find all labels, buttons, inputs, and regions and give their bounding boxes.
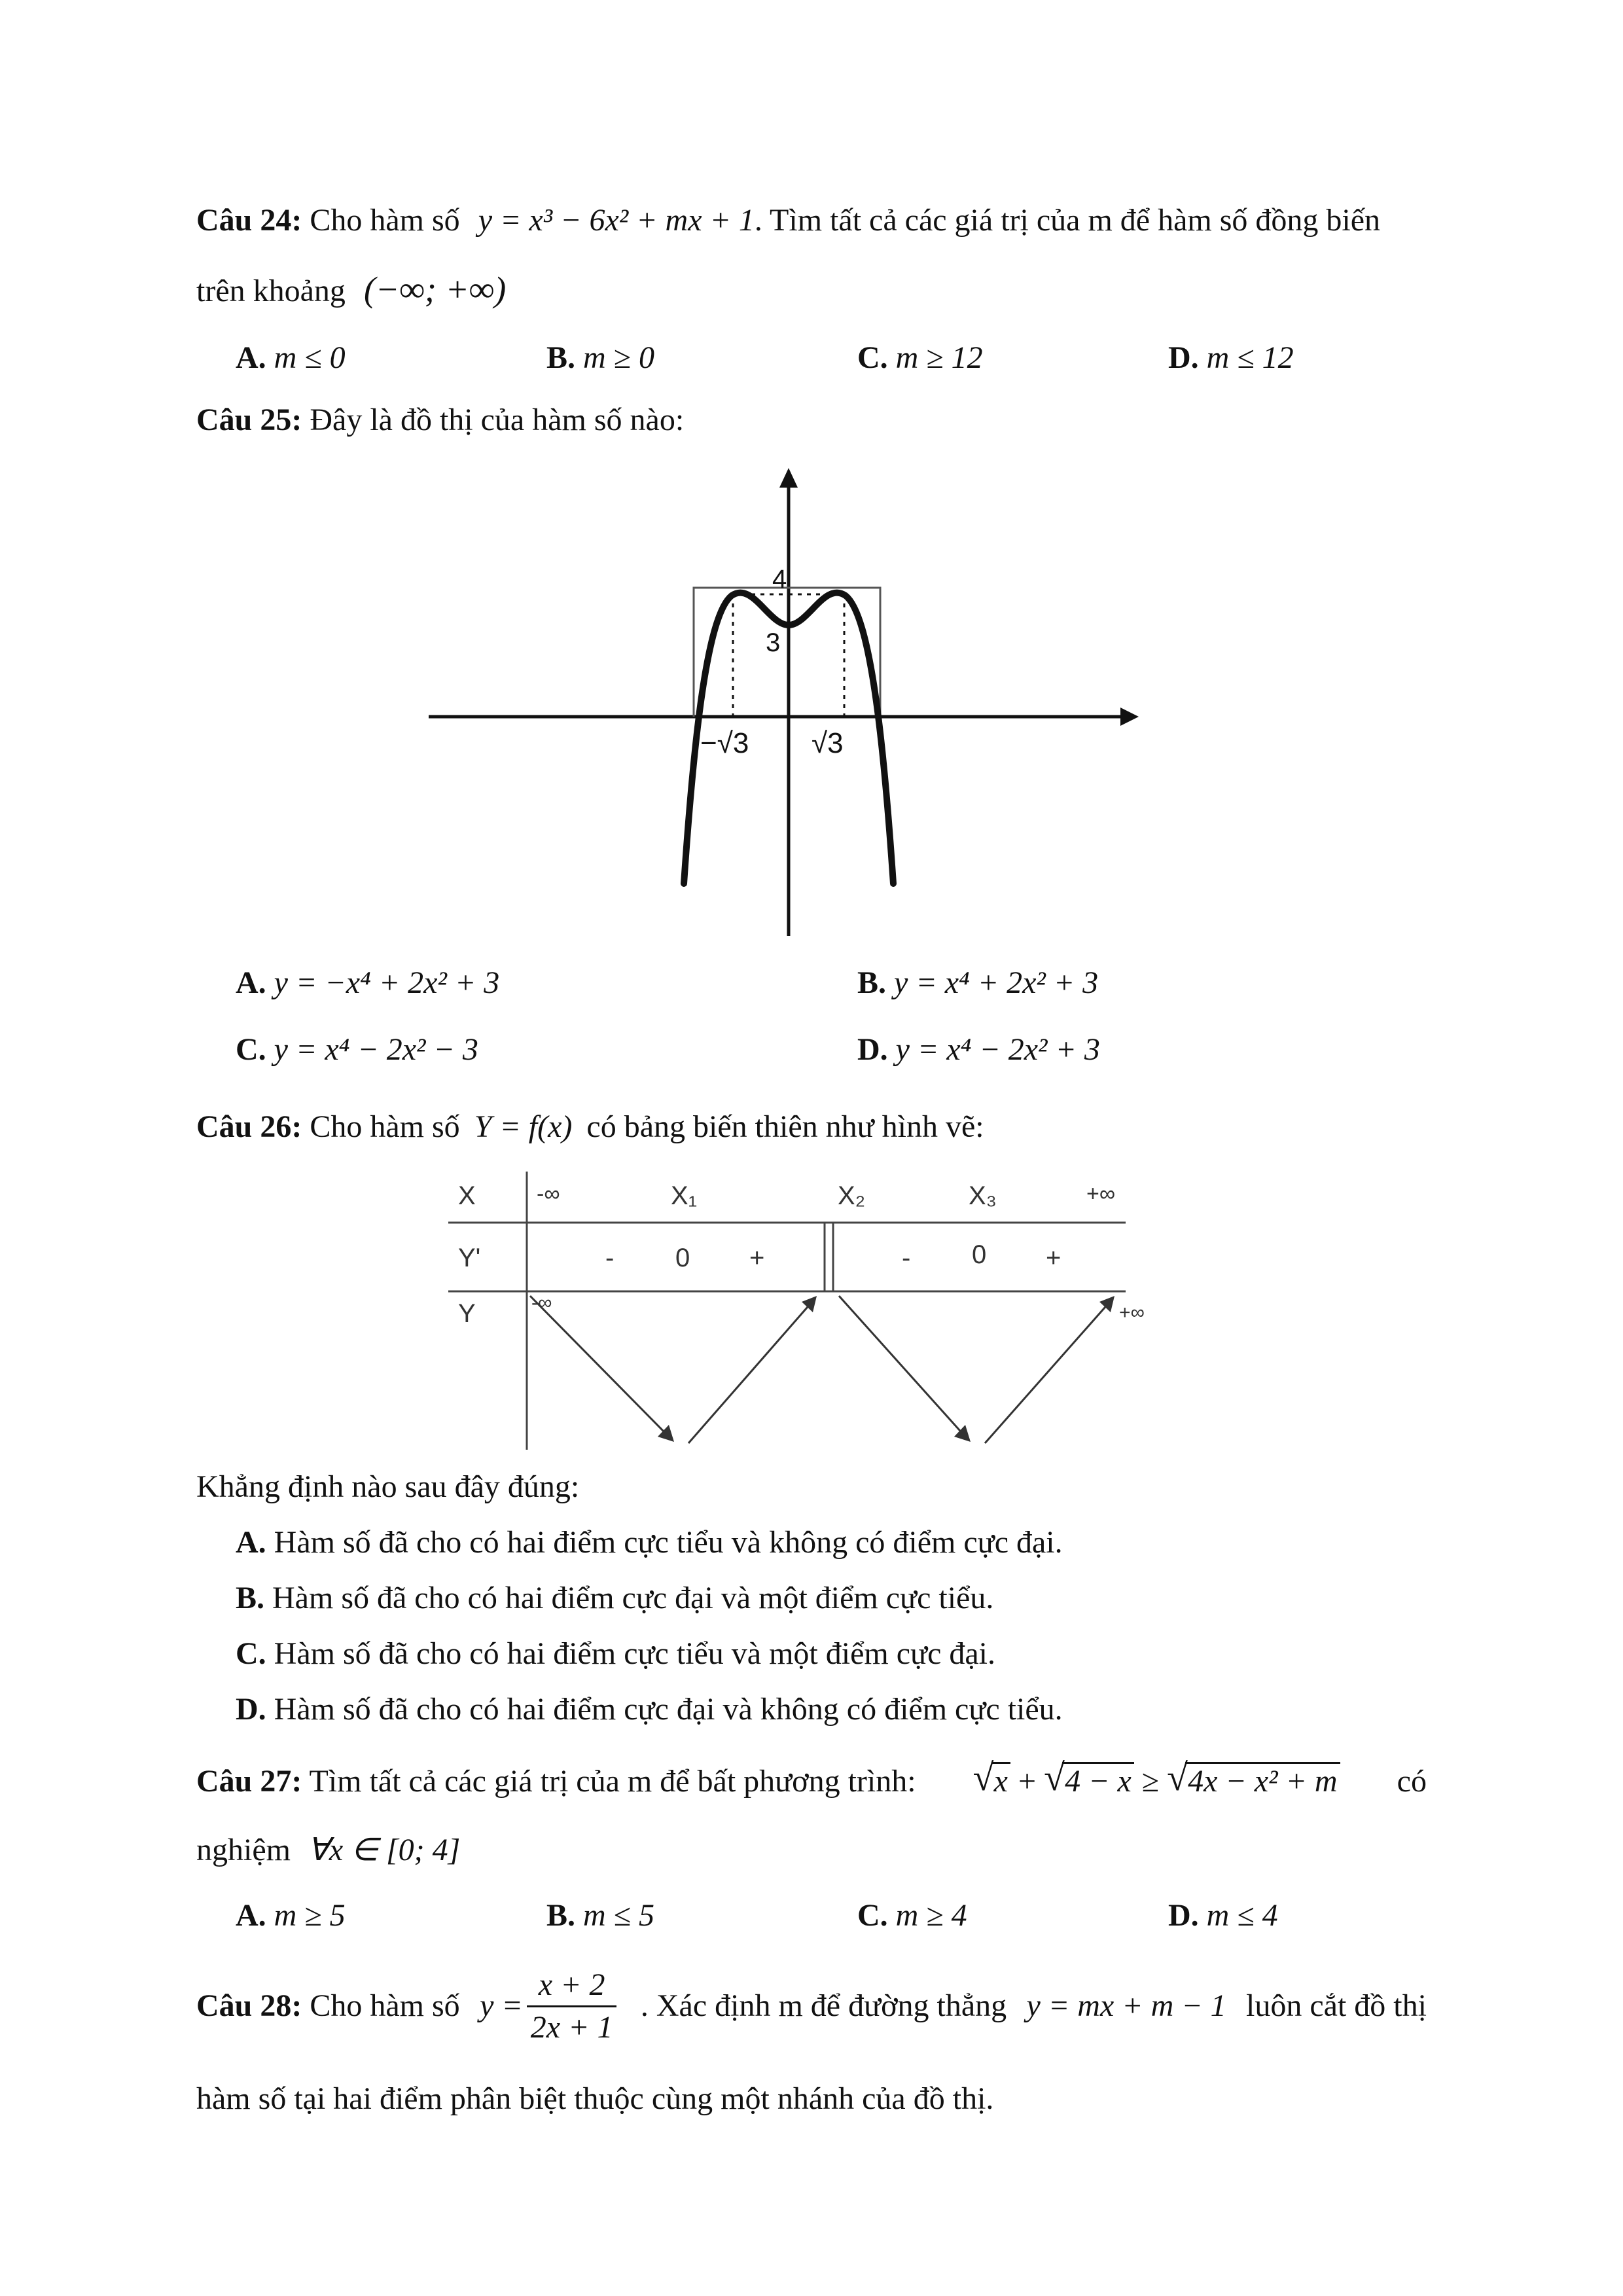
q24-option-b: [546, 337, 654, 379]
q28-line-eq: y = mx + m − 1: [1026, 1988, 1226, 2023]
q27-inequality: [972, 1756, 1340, 1803]
q24-option-b-letter: B.: [546, 340, 576, 375]
q28-line2: hàm số tại hai điểm phân biệt thuộc cùng một nhánh của đồ thị.: [196, 2081, 994, 2116]
q28-head: [196, 1985, 460, 2027]
arrow-up-2: [985, 1302, 1109, 1443]
q27-option-b: [546, 1895, 654, 1937]
q28-intro: Cho hàm số: [310, 1988, 460, 2023]
q24-line2: [196, 268, 506, 312]
yp-sign-4: +: [1046, 1244, 1061, 1272]
q24-option-c-text: m ≥ 12: [895, 340, 983, 375]
q25-option-c: [236, 1029, 478, 1071]
yp-sign-3: -: [902, 1244, 911, 1272]
q24-intro: Cho hàm số: [310, 203, 460, 238]
q28-function: [480, 1965, 620, 2048]
q25-option-d-text: y = x⁴ − 2x² + 3: [895, 1032, 1100, 1067]
q28-denominator: 2x + 1: [527, 2005, 617, 2048]
q24-interval: (−∞; +∞): [363, 270, 507, 309]
row-y-label: Y: [458, 1299, 476, 1328]
q26-variation-table: [438, 1162, 1185, 1463]
arrow-down-1: [530, 1296, 669, 1437]
q27-line2-text: nghiệm: [196, 1833, 291, 1867]
q25-option-b: [857, 962, 1098, 1004]
q26-option-b-text: Hàm số đã cho có hai điểm cực đại và một điểm cực tiểu.: [272, 1581, 994, 1615]
row-x-label: X: [458, 1181, 476, 1210]
q26-function: Y = f(x): [474, 1109, 573, 1144]
q26-intro: Cho hàm số: [310, 1109, 460, 1144]
q28-tail: luôn cắt đồ thị: [1246, 1988, 1427, 2023]
q26-option-d-letter: D.: [236, 1692, 266, 1727]
q25-option-c-letter: C.: [236, 1032, 266, 1067]
q24-option-d-letter: D.: [1168, 340, 1199, 375]
q25-line1: [196, 399, 684, 441]
q26-option-a-letter: A.: [236, 1525, 266, 1560]
q27-line1: [196, 1756, 1427, 1803]
q27-sqrt1-rad: x: [991, 1762, 1010, 1799]
x-value-x2: X₂: [838, 1181, 866, 1210]
q25-option-a-text: y = −x⁴ + 2x² + 3: [274, 965, 500, 1000]
sqrt-icon: √: [1167, 1756, 1188, 1799]
q25-option-d-letter: D.: [857, 1032, 888, 1067]
q25-option-c-text: y = x⁴ − 2x² − 3: [274, 1032, 478, 1067]
q24-line2-text: trên khoảng: [196, 274, 346, 308]
q26-option-b-letter: B.: [236, 1581, 265, 1615]
label-3: 3: [766, 628, 781, 657]
q25-option-b-text: y = x⁴ + 2x² + 3: [894, 965, 1099, 1000]
q27-head: [196, 1761, 916, 1803]
q27-option-a: [236, 1895, 346, 1937]
q28-line1: [196, 1957, 1427, 2055]
sqrt-icon: √: [1044, 1756, 1065, 1799]
q27-option-d-text: m ≤ 4: [1206, 1898, 1278, 1933]
q24-line1: [196, 200, 1380, 242]
q24-option-b-text: m ≥ 0: [583, 340, 655, 375]
q24-option-d-text: m ≤ 12: [1206, 340, 1294, 375]
y-value-neg-inf: -∞: [531, 1292, 552, 1314]
q26-line1: [196, 1106, 984, 1148]
q27-plus: +: [1018, 1764, 1037, 1799]
x-value-pos-inf: +∞: [1086, 1181, 1116, 1206]
y-axis-arrow: [779, 468, 798, 488]
q27-option-c-text: m ≥ 4: [895, 1898, 967, 1933]
q27-option-d: [1168, 1895, 1278, 1937]
q27-option-a-letter: A.: [236, 1898, 266, 1933]
q28-label: Câu 28:: [196, 1988, 302, 2023]
q25-text: Đây là đồ thị của hàm số nào:: [310, 403, 685, 437]
q25-graph: [419, 465, 1152, 949]
x-axis-arrow: [1120, 708, 1139, 726]
q24-label: Câu 24:: [196, 203, 302, 238]
q24-option-c-letter: C.: [857, 340, 888, 375]
sqrt-icon: √: [972, 1756, 994, 1799]
q27-sqrt2: [1044, 1756, 1134, 1803]
x-value-neg-inf: -∞: [537, 1181, 560, 1206]
yp-zero-2: 0: [972, 1240, 987, 1269]
q25-option-a-letter: A.: [236, 965, 266, 1000]
label-pos-sqrt3: √3: [812, 727, 844, 759]
q26-prompt: Khẳng định nào sau đây đúng:: [196, 1469, 580, 1504]
q28-y-eq: y =: [480, 1988, 523, 2023]
q24-option-a: [236, 337, 346, 379]
q24-tail: . Tìm tất cả các giá trị của m để hàm số đồng biến: [754, 203, 1381, 238]
q26-option-d: [236, 1689, 1063, 1731]
q25-option-b-letter: B.: [857, 965, 887, 1000]
q27-sqrt1: [972, 1756, 1010, 1803]
q27-tail: có: [1397, 1764, 1427, 1799]
label-4: 4: [772, 565, 787, 594]
x-value-x1: X₁: [671, 1181, 698, 1210]
q27-option-a-text: m ≥ 5: [274, 1898, 346, 1933]
q28-mid: . Xác định m để đường thẳng: [640, 1988, 1007, 2023]
q26-tail: có bảng biến thiên như hình vẽ:: [586, 1109, 984, 1144]
q27-text: Tìm tất cả các giá trị của m để bất phương trình:: [309, 1764, 916, 1799]
q24-option-a-text: m ≤ 0: [274, 340, 346, 375]
y-value-pos-inf: +∞: [1119, 1302, 1145, 1323]
q24-function: y = x³ − 6x² + mx + 1: [478, 203, 755, 238]
q24-option-a-letter: A.: [236, 340, 266, 375]
q28-fraction: [527, 1965, 617, 2048]
q24-option-d: [1168, 337, 1294, 379]
q26-label: Câu 26:: [196, 1109, 302, 1144]
q27-option-d-letter: D.: [1168, 1898, 1199, 1933]
yp-sign-1: -: [605, 1244, 615, 1272]
q27-option-c-letter: C.: [857, 1898, 888, 1933]
q27-sqrt3: [1167, 1756, 1340, 1803]
q26-option-c-text: Hàm số đã cho có hai điểm cực tiểu và một điểm cực đại.: [274, 1636, 996, 1671]
q24-option-c: [857, 337, 983, 379]
q26-option-a: [236, 1522, 1063, 1564]
q27-option-b-text: m ≤ 5: [583, 1898, 655, 1933]
label-neg-sqrt3: −√3: [700, 727, 749, 759]
q26-option-d-text: Hàm số đã cho có hai điểm cực đại và không có điểm cực tiểu.: [274, 1692, 1063, 1727]
q26-option-a-text: Hàm số đã cho có hai điểm cực tiểu và không có điểm cực đại.: [274, 1525, 1063, 1560]
arrow-down-2: [839, 1296, 965, 1437]
q27-sqrt2-rad: 4 − x: [1062, 1762, 1134, 1799]
yp-zero-1: 0: [675, 1244, 690, 1272]
row-yp-label: Y': [458, 1244, 481, 1272]
q26-option-c-letter: C.: [236, 1636, 266, 1671]
q25-label: Câu 25:: [196, 403, 302, 437]
q26-option-c: [236, 1633, 995, 1675]
q27-option-c: [857, 1895, 967, 1937]
yp-sign-2: +: [749, 1244, 765, 1272]
q27-sqrt3-rad: 4x − x² + m: [1185, 1762, 1340, 1799]
q26-option-b: [236, 1577, 993, 1619]
q27-geq: ≥: [1141, 1764, 1160, 1799]
x-value-x3: X₃: [969, 1181, 997, 1210]
q27-condition: ∀x ∈ [0; 4]: [307, 1833, 461, 1867]
q28-numerator: x + 2: [538, 1967, 605, 2002]
q25-option-d: [857, 1029, 1100, 1071]
q25-option-a: [236, 962, 499, 1004]
q27-option-b-letter: B.: [546, 1898, 576, 1933]
arrow-up-1: [688, 1302, 812, 1443]
q27-label: Câu 27:: [196, 1764, 302, 1799]
q27-line2: [196, 1829, 460, 1871]
